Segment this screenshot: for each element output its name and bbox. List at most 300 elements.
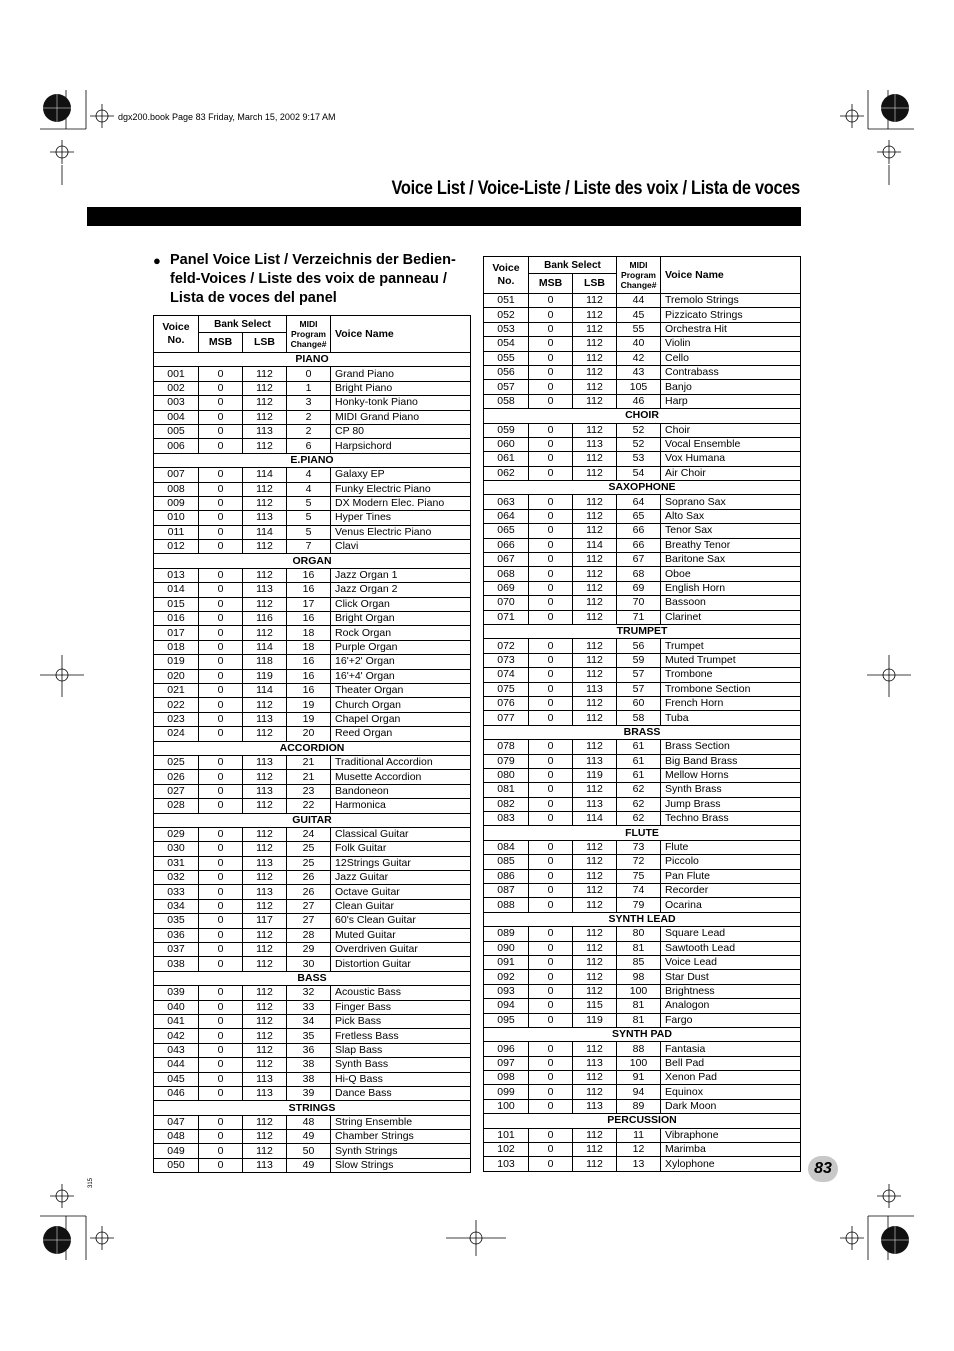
- table-row: [154, 842, 471, 856]
- voice-no-cell: 004: [154, 410, 199, 424]
- table-row: [484, 1013, 801, 1027]
- msb-cell: 0: [529, 553, 573, 567]
- table-row: [154, 928, 471, 942]
- msb-cell: 0: [529, 1143, 573, 1157]
- voice-name-cell: Jazz Organ 1: [331, 568, 471, 582]
- msb-cell: 0: [199, 1000, 243, 1014]
- voice-no-cell: 063: [484, 495, 529, 509]
- voice-name-cell: Distortion Guitar: [331, 957, 471, 971]
- msb-cell: 0: [529, 754, 573, 768]
- msb-cell: 0: [529, 437, 573, 451]
- msb-cell: 0: [199, 669, 243, 683]
- msb-cell: 0: [199, 712, 243, 726]
- table-row: [484, 1157, 801, 1171]
- table-row: [154, 784, 471, 798]
- voice-name-cell: French Horn: [661, 696, 801, 710]
- voice-name-cell: Star Dust: [661, 970, 801, 984]
- msb-cell: 0: [199, 943, 243, 957]
- lsb-cell: 117: [243, 914, 287, 928]
- program-change-cell: 45: [617, 308, 661, 322]
- lsb-cell: 112: [573, 941, 617, 955]
- program-change-cell: 19: [287, 698, 331, 712]
- program-change-cell: 65: [617, 509, 661, 523]
- program-change-cell: 58: [617, 711, 661, 725]
- voice-name-cell: Xylophone: [661, 1157, 801, 1171]
- lsb-cell: 112: [573, 653, 617, 667]
- table-row: [484, 1056, 801, 1070]
- voice-name-cell: Clarinet: [661, 610, 801, 624]
- table-row: [154, 827, 471, 841]
- lsb-cell: 114: [243, 683, 287, 697]
- lsb-cell: 112: [243, 396, 287, 410]
- voice-name-cell: Tremolo Strings: [661, 294, 801, 308]
- category-row: [154, 741, 471, 755]
- lsb-cell: 112: [243, 986, 287, 1000]
- voice-name-cell: Fargo: [661, 1013, 801, 1027]
- program-change-cell: 25: [287, 842, 331, 856]
- msb-cell: 0: [199, 496, 243, 510]
- header-msb: MSB: [529, 274, 573, 294]
- msb-cell: 0: [199, 899, 243, 913]
- voice-no-cell: 054: [484, 337, 529, 351]
- lsb-cell: 112: [573, 380, 617, 394]
- msb-cell: 0: [529, 927, 573, 941]
- category-row: [484, 1027, 801, 1041]
- voice-name-cell: 60's Clean Guitar: [331, 914, 471, 928]
- voice-name-cell: Synth Strings: [331, 1144, 471, 1158]
- lsb-cell: 112: [243, 1130, 287, 1144]
- voice-name-cell: Rock Organ: [331, 626, 471, 640]
- voice-name-cell: Chapel Organ: [331, 712, 471, 726]
- lsb-cell: 113: [573, 797, 617, 811]
- voice-name-cell: Trombone Section: [661, 682, 801, 696]
- voice-no-cell: 010: [154, 511, 199, 525]
- category-label: GUITAR: [154, 813, 471, 827]
- voice-name-cell: Reed Organ: [331, 727, 471, 741]
- msb-cell: 0: [529, 322, 573, 336]
- lsb-cell: 112: [243, 770, 287, 784]
- msb-cell: 0: [199, 1086, 243, 1100]
- program-change-cell: 61: [617, 768, 661, 782]
- table-row: [154, 410, 471, 424]
- table-row: [154, 655, 471, 669]
- table-row: [484, 740, 801, 754]
- lsb-cell: 119: [243, 669, 287, 683]
- program-change-cell: 27: [287, 899, 331, 913]
- table-row: [484, 783, 801, 797]
- voice-name-cell: Marimba: [661, 1143, 801, 1157]
- program-change-cell: 26: [287, 871, 331, 885]
- msb-cell: 0: [199, 1115, 243, 1129]
- voice-no-cell: 008: [154, 482, 199, 496]
- msb-cell: 0: [199, 597, 243, 611]
- msb-cell: 0: [529, 423, 573, 437]
- voice-name-cell: Galaxy EP: [331, 468, 471, 482]
- program-change-cell: 27: [287, 914, 331, 928]
- lsb-cell: 112: [243, 410, 287, 424]
- table-row: [154, 568, 471, 582]
- table-row: [154, 1000, 471, 1014]
- msb-cell: 0: [529, 294, 573, 308]
- msb-cell: 0: [199, 914, 243, 928]
- voice-name-cell: Vibraphone: [661, 1128, 801, 1142]
- program-change-cell: 4: [287, 468, 331, 482]
- table-row: [154, 1086, 471, 1100]
- category-row: [154, 554, 471, 568]
- voice-name-cell: Clean Guitar: [331, 899, 471, 913]
- program-change-cell: 69: [617, 581, 661, 595]
- lsb-cell: 112: [243, 381, 287, 395]
- voice-name-cell: Violin: [661, 337, 801, 351]
- category-row: [484, 1114, 801, 1128]
- program-change-cell: 0: [287, 367, 331, 381]
- program-change-cell: 38: [287, 1072, 331, 1086]
- voice-name-cell: Jazz Organ 2: [331, 583, 471, 597]
- lsb-cell: 112: [243, 496, 287, 510]
- msb-cell: 0: [529, 394, 573, 408]
- voice-name-cell: Pan Flute: [661, 869, 801, 883]
- table-row: [154, 683, 471, 697]
- voice-name-cell: Voice Lead: [661, 955, 801, 969]
- table-row: [484, 567, 801, 581]
- voice-no-cell: 103: [484, 1157, 529, 1171]
- msb-cell: 0: [199, 770, 243, 784]
- voice-name-cell: MIDI Grand Piano: [331, 410, 471, 424]
- category-row: [154, 813, 471, 827]
- voice-name-cell: Dance Bass: [331, 1086, 471, 1100]
- voice-no-cell: 013: [154, 568, 199, 582]
- lsb-cell: 113: [573, 682, 617, 696]
- lsb-cell: 116: [243, 612, 287, 626]
- voice-name-cell: Muted Guitar: [331, 928, 471, 942]
- category-row: [484, 624, 801, 638]
- msb-cell: 0: [199, 986, 243, 1000]
- voice-name-cell: Bright Organ: [331, 612, 471, 626]
- table-row: [484, 639, 801, 653]
- lsb-cell: 112: [243, 899, 287, 913]
- voice-name-cell: Breathy Tenor: [661, 538, 801, 552]
- lsb-cell: 112: [573, 610, 617, 624]
- lsb-cell: 112: [573, 927, 617, 941]
- voice-name-cell: Bell Pad: [661, 1056, 801, 1070]
- lsb-cell: 112: [243, 799, 287, 813]
- lsb-cell: 118: [243, 655, 287, 669]
- program-change-cell: 81: [617, 941, 661, 955]
- voice-no-cell: 005: [154, 424, 199, 438]
- msb-cell: 0: [199, 626, 243, 640]
- program-change-cell: 25: [287, 856, 331, 870]
- lsb-cell: 112: [573, 351, 617, 365]
- table-row: [484, 294, 801, 308]
- category-row: [484, 409, 801, 423]
- voice-name-cell: Dark Moon: [661, 1099, 801, 1113]
- voice-name-cell: Recorder: [661, 884, 801, 898]
- program-change-cell: 32: [287, 986, 331, 1000]
- msb-cell: 0: [529, 1071, 573, 1085]
- msb-cell: 0: [529, 797, 573, 811]
- category-label: TRUMPET: [484, 624, 801, 638]
- table-row: [484, 1071, 801, 1085]
- program-change-cell: 52: [617, 423, 661, 437]
- table-row: [154, 496, 471, 510]
- header-voice-name: Voice Name: [661, 257, 801, 294]
- table-row: [154, 540, 471, 554]
- program-change-cell: 4: [287, 482, 331, 496]
- voice-name-cell: Honky-tonk Piano: [331, 396, 471, 410]
- voice-no-cell: 081: [484, 783, 529, 797]
- voice-no-cell: 062: [484, 466, 529, 480]
- msb-cell: 0: [529, 941, 573, 955]
- program-change-cell: 62: [617, 797, 661, 811]
- table-row: [484, 337, 801, 351]
- lsb-cell: 113: [573, 1099, 617, 1113]
- program-change-cell: 5: [287, 525, 331, 539]
- lsb-cell: 112: [573, 452, 617, 466]
- voice-no-cell: 089: [484, 927, 529, 941]
- lsb-cell: 119: [573, 1013, 617, 1027]
- category-label: STRINGS: [154, 1101, 471, 1115]
- lsb-cell: 114: [243, 525, 287, 539]
- table-row: [154, 1014, 471, 1028]
- msb-cell: 0: [529, 740, 573, 754]
- lsb-cell: 112: [243, 626, 287, 640]
- voice-name-cell: Analogon: [661, 999, 801, 1013]
- voice-name-cell: Musette Accordion: [331, 770, 471, 784]
- voice-no-cell: 023: [154, 712, 199, 726]
- program-change-cell: 16: [287, 655, 331, 669]
- voice-no-cell: 003: [154, 396, 199, 410]
- program-change-cell: 100: [617, 1056, 661, 1070]
- lsb-cell: 112: [573, 984, 617, 998]
- table-row: [484, 365, 801, 379]
- lsb-cell: 113: [243, 1072, 287, 1086]
- table-row: [154, 1144, 471, 1158]
- msb-cell: 0: [199, 396, 243, 410]
- voice-no-cell: 033: [154, 885, 199, 899]
- program-change-cell: 56: [617, 639, 661, 653]
- table-row: [154, 770, 471, 784]
- table-row: [154, 885, 471, 899]
- lsb-cell: 112: [573, 1085, 617, 1099]
- table-row: [154, 396, 471, 410]
- msb-cell: 0: [529, 855, 573, 869]
- voice-name-cell: Bandoneon: [331, 784, 471, 798]
- voice-name-cell: Orchestra Hit: [661, 322, 801, 336]
- table-row: [484, 553, 801, 567]
- program-change-cell: 52: [617, 437, 661, 451]
- voice-no-cell: 026: [154, 770, 199, 784]
- voice-no-cell: 071: [484, 610, 529, 624]
- voice-no-cell: 020: [154, 669, 199, 683]
- table-row: [484, 711, 801, 725]
- lsb-cell: 112: [243, 482, 287, 496]
- table-row: [484, 840, 801, 854]
- voice-name-cell: Hyper Tines: [331, 511, 471, 525]
- table-row: [484, 1143, 801, 1157]
- lsb-cell: 112: [573, 783, 617, 797]
- table-row: [154, 381, 471, 395]
- voice-name-cell: 12Strings Guitar: [331, 856, 471, 870]
- voice-name-cell: Xenon Pad: [661, 1071, 801, 1085]
- program-change-cell: 89: [617, 1099, 661, 1113]
- voice-no-cell: 092: [484, 970, 529, 984]
- program-change-cell: 70: [617, 596, 661, 610]
- msb-cell: 0: [199, 1158, 243, 1172]
- program-change-cell: 33: [287, 1000, 331, 1014]
- program-change-cell: 30: [287, 957, 331, 971]
- program-change-cell: 16: [287, 583, 331, 597]
- voice-name-cell: Slap Bass: [331, 1043, 471, 1057]
- table-row: [154, 727, 471, 741]
- voice-no-cell: 052: [484, 308, 529, 322]
- program-change-cell: 29: [287, 943, 331, 957]
- voice-name-cell: Overdriven Guitar: [331, 943, 471, 957]
- voice-name-cell: Big Band Brass: [661, 754, 801, 768]
- table-row: [154, 468, 471, 482]
- header-msb: MSB: [199, 333, 243, 353]
- table-row: [484, 999, 801, 1013]
- voice-name-cell: Tenor Sax: [661, 524, 801, 538]
- msb-cell: 0: [199, 1029, 243, 1043]
- lsb-cell: 112: [243, 568, 287, 582]
- voice-name-cell: Funky Electric Piano: [331, 482, 471, 496]
- table-row: [154, 957, 471, 971]
- voice-no-cell: 074: [484, 668, 529, 682]
- section-heading-text: Panel Voice List / Verzeichnis der Bedien-feld-Voices / Liste des voix de panneau / Lista de voces del panel: [170, 252, 456, 306]
- voice-name-cell: Fantasia: [661, 1042, 801, 1056]
- voice-table-left: [153, 315, 471, 1173]
- lsb-cell: 112: [573, 553, 617, 567]
- program-change-cell: 21: [287, 755, 331, 769]
- page-title: Voice List / Voice-Liste / Liste des voix / Lista de voces: [391, 178, 800, 199]
- voice-no-cell: 072: [484, 639, 529, 653]
- lsb-cell: 112: [243, 1029, 287, 1043]
- voice-name-cell: Jump Brass: [661, 797, 801, 811]
- voice-name-cell: Octave Guitar: [331, 885, 471, 899]
- msb-cell: 0: [199, 957, 243, 971]
- voice-no-cell: 046: [154, 1086, 199, 1100]
- msb-cell: 0: [199, 640, 243, 654]
- category-label: ORGAN: [154, 554, 471, 568]
- lsb-cell: 112: [573, 322, 617, 336]
- table-row: [484, 423, 801, 437]
- voice-name-cell: Hi-Q Bass: [331, 1072, 471, 1086]
- category-label: SYNTH LEAD: [484, 912, 801, 926]
- lsb-cell: 112: [243, 1043, 287, 1057]
- msb-cell: 0: [199, 755, 243, 769]
- voice-no-cell: 097: [484, 1056, 529, 1070]
- voice-no-cell: 024: [154, 727, 199, 741]
- msb-cell: 0: [199, 871, 243, 885]
- msb-cell: 0: [529, 711, 573, 725]
- msb-cell: 0: [199, 683, 243, 697]
- category-label: BRASS: [484, 725, 801, 739]
- voice-no-cell: 006: [154, 439, 199, 453]
- voice-no-cell: 084: [484, 840, 529, 854]
- voice-no-cell: 047: [154, 1115, 199, 1129]
- table-row: [154, 698, 471, 712]
- voice-no-cell: 069: [484, 581, 529, 595]
- voice-no-cell: 009: [154, 496, 199, 510]
- table-row: [484, 754, 801, 768]
- msb-cell: 0: [529, 524, 573, 538]
- table-row: [484, 955, 801, 969]
- voice-no-cell: 057: [484, 380, 529, 394]
- msb-cell: 0: [199, 727, 243, 741]
- header-midi-pc: MIDI Program Change#: [287, 316, 331, 353]
- side-code: 315: [88, 1177, 95, 1189]
- msb-cell: 0: [199, 367, 243, 381]
- voice-no-cell: 043: [154, 1043, 199, 1057]
- table-row: [484, 970, 801, 984]
- voice-name-cell: Chamber Strings: [331, 1130, 471, 1144]
- program-change-cell: 5: [287, 511, 331, 525]
- msb-cell: 0: [529, 509, 573, 523]
- voice-no-cell: 100: [484, 1099, 529, 1113]
- program-change-cell: 6: [287, 439, 331, 453]
- msb-cell: 0: [529, 365, 573, 379]
- msb-cell: 0: [529, 1085, 573, 1099]
- lsb-cell: 112: [573, 495, 617, 509]
- table-row: [154, 1130, 471, 1144]
- table-row: [484, 927, 801, 941]
- msb-cell: 0: [529, 466, 573, 480]
- voice-name-cell: Acoustic Bass: [331, 986, 471, 1000]
- lsb-cell: 112: [573, 337, 617, 351]
- category-label: ACCORDION: [154, 741, 471, 755]
- msb-cell: 0: [199, 1144, 243, 1158]
- lsb-cell: 113: [243, 755, 287, 769]
- header-midi-pc: MIDI Program Change#: [617, 257, 661, 294]
- table-row: [484, 797, 801, 811]
- program-change-cell: 94: [617, 1085, 661, 1099]
- lsb-cell: 119: [573, 768, 617, 782]
- msb-cell: 0: [529, 999, 573, 1013]
- program-change-cell: 88: [617, 1042, 661, 1056]
- lsb-cell: 114: [243, 468, 287, 482]
- voice-no-cell: 044: [154, 1058, 199, 1072]
- msb-cell: 0: [529, 884, 573, 898]
- table-row: [484, 380, 801, 394]
- table-row: [154, 439, 471, 453]
- voice-no-cell: 050: [154, 1158, 199, 1172]
- voice-name-cell: Clavi: [331, 540, 471, 554]
- lsb-cell: 112: [243, 540, 287, 554]
- msb-cell: 0: [529, 581, 573, 595]
- voice-no-cell: 051: [484, 294, 529, 308]
- lsb-cell: 112: [573, 466, 617, 480]
- msb-cell: 0: [199, 799, 243, 813]
- category-row: [484, 912, 801, 926]
- table-row: [154, 1029, 471, 1043]
- program-change-cell: 61: [617, 754, 661, 768]
- voice-name-cell: Air Choir: [661, 466, 801, 480]
- program-change-cell: 24: [287, 827, 331, 841]
- table-row: [154, 899, 471, 913]
- table-row: [154, 871, 471, 885]
- table-row: [154, 612, 471, 626]
- voice-name-cell: Techno Brass: [661, 812, 801, 826]
- program-change-cell: 61: [617, 740, 661, 754]
- table-row: [154, 1043, 471, 1057]
- program-change-cell: 18: [287, 640, 331, 654]
- voice-no-cell: 035: [154, 914, 199, 928]
- table-row: [154, 1115, 471, 1129]
- lsb-cell: 113: [573, 754, 617, 768]
- table-row: [484, 596, 801, 610]
- voice-no-cell: 098: [484, 1071, 529, 1085]
- header-voice-no: Voice No.: [154, 316, 199, 353]
